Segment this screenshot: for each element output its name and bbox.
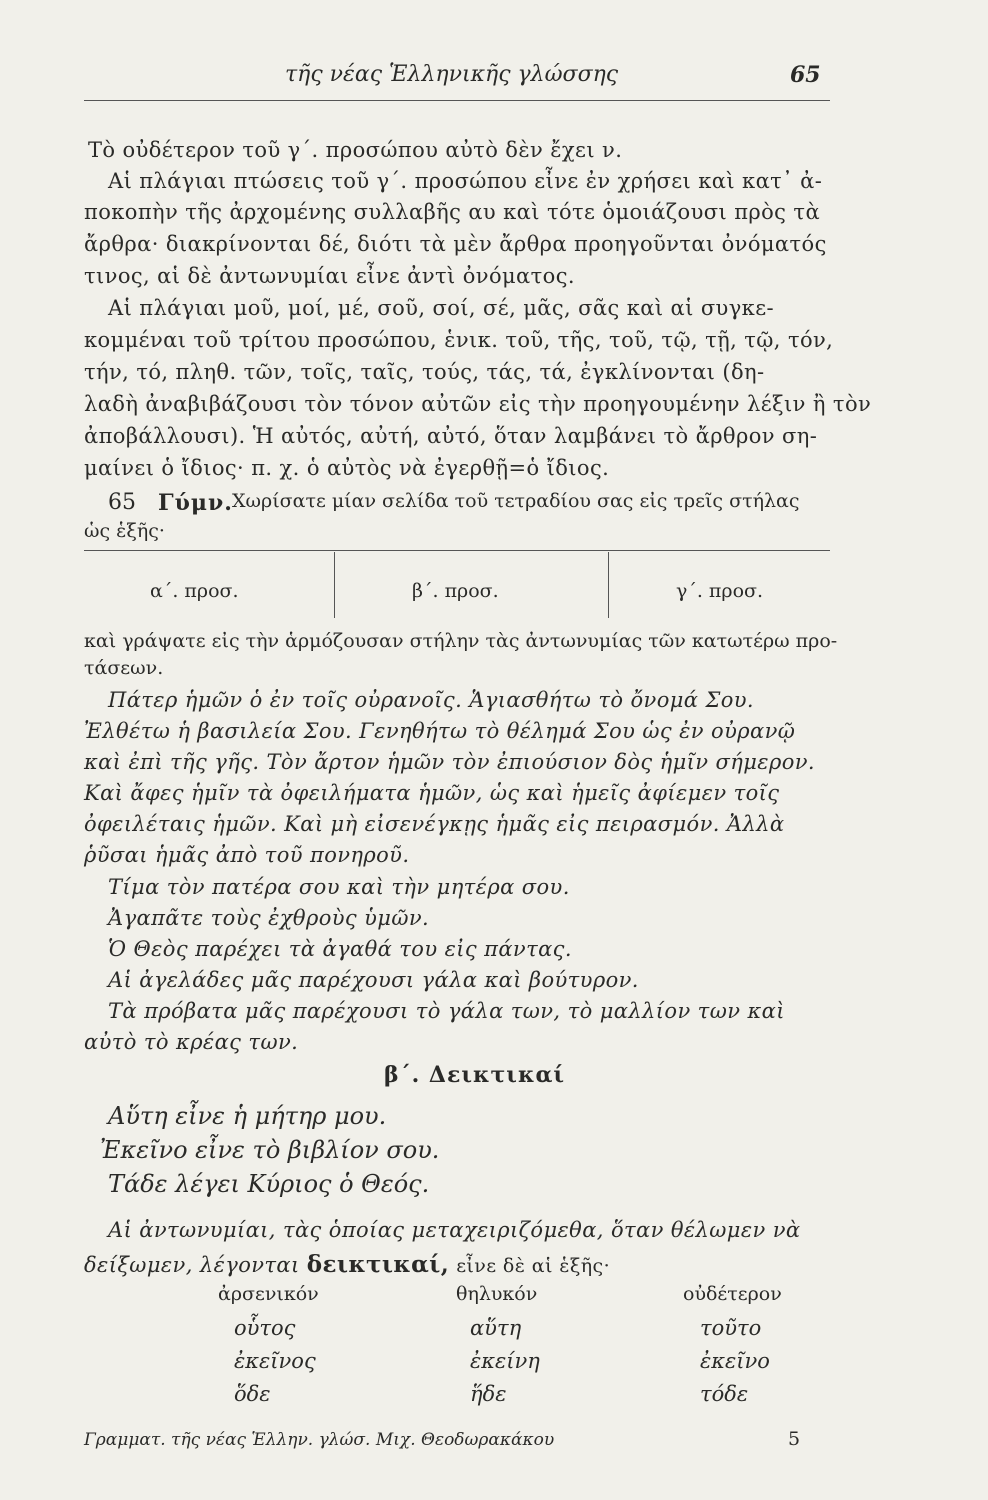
pronoun-cell: τοῦτο [700, 1316, 762, 1340]
body-line: Αἱ πλάγιαι πτώσεις τοῦ γ΄. προσώπου εἶνε ἐν χρήσει καὶ κατ᾽ ἀ- [108, 169, 823, 193]
sentence: Τίμα τὸν πατέρα σου καὶ τὴν μητέρα σου. [108, 875, 570, 899]
sentence: Ἀγαπᾶτε τοὺς ἐχθροὺς ὑμῶν. [108, 906, 430, 930]
pronoun-cell: ἐκείνη [470, 1349, 540, 1373]
signature-mark: 5 [788, 1428, 801, 1450]
pronoun-cell: τόδε [700, 1382, 749, 1406]
sentence: Καὶ ἄφες ἡμῖν τὰ ὀφειλήματα ἡμῶν, ὡς καὶ ἡμεῖς ἀφίεμεν τοῖς [84, 781, 780, 805]
body-line: κομμέναι τοῦ τρίτου προσώπου, ἑνικ. τοῦ, τῆς, τοῦ, τῷ, τῇ, τῷ, τόν, [84, 328, 834, 352]
sentence: Αἱ ἀγελάδες μᾶς παρέχουσι γάλα καὶ βούτυρον. [108, 968, 639, 992]
definition-text-end: εἶνε δὲ αἱ ἑξῆς· [456, 1255, 611, 1277]
pronoun-cell: αὕτη [470, 1316, 522, 1340]
body-line: μαίνει ὁ ἴδιος· π. χ. ὁ αὐτὸς νὰ ἐγερθῇ=ὁ ἴδιος. [84, 456, 610, 480]
body-line: λαδὴ ἀναβιβάζουσι τὸν τόνον αὐτῶν εἰς τὴν προηγουμένην λέξιν ἢ τὸν [84, 392, 872, 416]
header-rule [84, 100, 830, 101]
example-sentence: Ἐκεῖνο εἶνε τὸ βιβλίον σου. [100, 1136, 440, 1164]
page-number: 65 [790, 62, 821, 88]
definition-line: Αἱ ἀντωνυμίαι, τὰς ὁποίας μεταχειριζόμεθα, ὅταν θέλωμεν νὰ [108, 1218, 801, 1242]
exercise-instruction: καὶ γράψατε εἰς τὴν ἁρμόζουσαν στήλην τὰς ἀντωνυμίας τῶν κατωτέρω προ- [84, 630, 838, 652]
exercise-label: Γύμν. [158, 490, 233, 516]
sentence: ῥῦσαι ἡμᾶς ἀπὸ τοῦ πονηροῦ. [84, 843, 410, 867]
gender-header-masculine: ἀρσενικόν [218, 1283, 319, 1305]
column-header-second-person: β΄. προσ. [412, 580, 499, 602]
sentence: Ἐλθέτω ἡ βασιλεία Σου. Γενηθήτω τὸ θέλημά Σου ὡς ἐν οὐρανῷ [84, 719, 796, 743]
definition-text: δείξωμεν, λέγονται [84, 1253, 300, 1277]
body-line: ἄρθρα· διακρίνονται δέ, διότι τὰ μὲν ἄρθρα προηγοῦνται ὀνόματός [84, 232, 827, 256]
body-line: ποκοπὴν τῆς ἀρχομένης συλλαβῆς αυ καὶ τότε ὁμοιάζουσι πρὸς τὰ [84, 200, 821, 224]
footer-text: Γραμματ. τῆς νέας Ἑλλην. γλώσ. Μιχ. Θεοδωρακάκου [84, 1430, 555, 1450]
column-divider [608, 552, 609, 618]
gender-header-neuter: οὐδέτερον [683, 1283, 782, 1305]
column-divider [334, 552, 335, 618]
body-line: ἀποβάλλουσι). Ἡ αὐτός, αὐτή, αὐτό, ὅταν λαμβάνει τὸ ἄρθρον ση- [84, 424, 818, 448]
section-heading: β΄. Δεικτικαί [384, 1062, 566, 1088]
sentence: αὐτὸ τὸ κρέας των. [84, 1030, 299, 1054]
exercise-instruction-2: τάσεων. [84, 657, 164, 679]
body-line: Τὸ οὐδέτερον τοῦ γ΄. προσώπου αὐτὸ δὲν ἔχει ν. [88, 138, 623, 162]
body-line: Αἱ πλάγιαι μοῦ, μοί, μέ, σοῦ, σοί, σέ, μᾶς, σᾶς καὶ αἱ συγκε- [108, 296, 774, 320]
exercise-text-2: ὡς ἑξῆς· [84, 520, 165, 542]
sentence: ὀφειλέταις ἡμῶν. Καὶ μὴ εἰσενέγκῃς ἡμᾶς εἰς πειρασμόν. Ἀλλὰ [84, 812, 785, 836]
exercise-number: 65 [108, 490, 136, 515]
pronoun-cell: ἐκεῖνος [234, 1349, 316, 1373]
sentence: Τὰ πρόβατα μᾶς παρέχουσι τὸ γάλα των, τὸ μαλλίον των καὶ [108, 999, 785, 1023]
table-top-rule [84, 550, 830, 551]
sentence: καὶ ἐπὶ τῆς γῆς. Τὸν ἄρτον ἡμῶν τὸν ἐπιούσιον δὸς ἡμῖν σήμερον. [84, 750, 815, 774]
pronoun-cell: οὗτος [234, 1316, 296, 1340]
sentence: Ὁ Θεὸς παρέχει τὰ ἀγαθά του εἰς πάντας. [108, 937, 572, 961]
pronoun-cell: ἥδε [470, 1382, 507, 1406]
gender-header-feminine: θηλυκόν [456, 1283, 538, 1305]
body-line: τινος, αἱ δὲ ἀντωνυμίαι εἶνε ἀντὶ ὀνόματος. [84, 264, 575, 288]
sentence: Πάτερ ἡμῶν ὁ ἐν τοῖς οὐρανοῖς. Ἁγιασθήτω τὸ ὄνομά Σου. [108, 688, 754, 712]
running-header: τῆς νέας Ἑλληνικῆς γλώσσης [285, 62, 619, 87]
exercise-text: Χωρίσατε μίαν σελίδα τοῦ τετραδίου σας εἰς τρεῖς στήλας [232, 490, 800, 512]
definition-term: δεικτικαί, [306, 1251, 450, 1278]
example-sentence: Τάδε λέγει Κύριος ὁ Θεός. [108, 1170, 430, 1198]
definition-line-2 [84, 1251, 610, 1278]
body-line: τήν, τό, πληθ. τῶν, τοῖς, ταῖς, τούς, τάς, τά, ἐγκλίνονται (δη- [84, 360, 765, 384]
pronoun-cell: ὅδε [234, 1382, 271, 1406]
pronoun-cell: ἐκεῖνο [700, 1349, 770, 1373]
column-header-first-person: α΄. προσ. [150, 580, 239, 602]
column-header-third-person: γ΄. προσ. [676, 580, 764, 602]
example-sentence: Αὕτη εἶνε ἡ μήτηρ μου. [108, 1102, 387, 1130]
